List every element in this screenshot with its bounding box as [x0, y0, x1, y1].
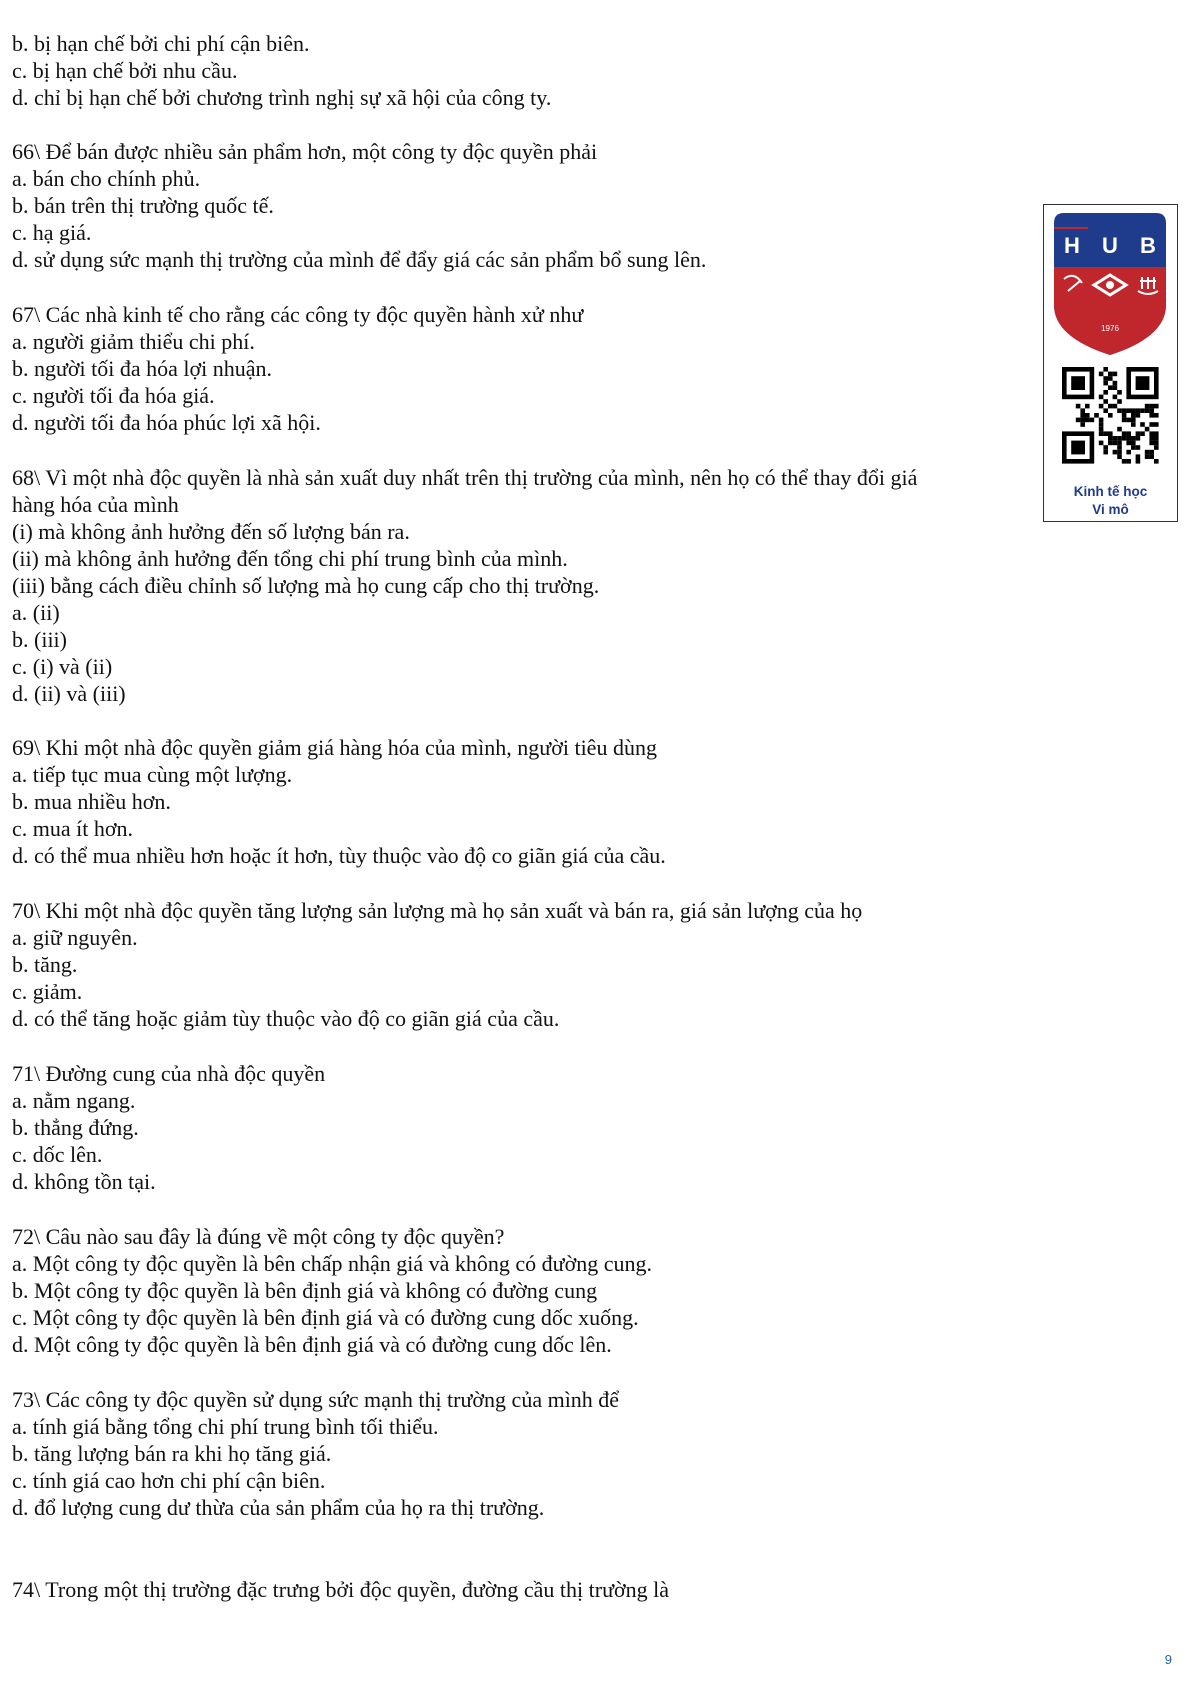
answer-option: c. (i) và (ii): [12, 654, 113, 679]
question-stem: 67\ Các nhà kinh tế cho rằng các công ty độc quyền hành xử như: [12, 302, 584, 327]
answer-option: (i) mà không ảnh hưởng đến số lượng bán ra.: [12, 519, 410, 544]
answer-option: d. (ii) và (iii): [12, 681, 126, 706]
question-stem: 72\ Câu nào sau đây là đúng về một công ty độc quyền?: [12, 1224, 505, 1249]
answer-option: c. người tối đa hóa giá.: [12, 383, 215, 408]
answer-option: (iii) bằng cách điều chỉnh số lượng mà họ cung cấp cho thị trường.: [12, 573, 600, 598]
logo-letter-h: H: [1064, 233, 1080, 258]
answer-option: (ii) mà không ảnh hưởng đến tổng chi phí trung bình của mình.: [12, 546, 568, 571]
logo-year: 1976: [1101, 324, 1119, 333]
answer-option: c. giảm.: [12, 979, 83, 1004]
answer-option: a. giữ nguyên.: [12, 925, 138, 950]
question-stem: 68\ Vì một nhà độc quyền là nhà sản xuất duy nhất trên thị trường của mình, nên họ có thể thay đổi giá: [12, 465, 918, 490]
logo-letter-u: U: [1102, 233, 1118, 258]
answer-option: d. Một công ty độc quyền là bên định giá và có đường cung dốc lên.: [12, 1332, 612, 1357]
question-stem: 66\ Để bán được nhiều sản phẩm hơn, một công ty độc quyền phải: [12, 139, 598, 164]
answer-option: a. (ii): [12, 600, 60, 625]
answer-option: b. tăng.: [12, 952, 78, 977]
question-stem: 74\ Trong một thị trường đặc trưng bởi độc quyền, đường cầu thị trường là: [12, 1577, 670, 1602]
answer-option: b. tăng lượng bán ra khi họ tăng giá.: [12, 1441, 332, 1466]
question-stem: 71\ Đường cung của nhà độc quyền: [12, 1061, 326, 1086]
answer-option: a. Một công ty độc quyền là bên chấp nhận giá và không có đường cung.: [12, 1251, 653, 1276]
answer-option: d. người tối đa hóa phúc lợi xã hội.: [12, 410, 321, 435]
answer-option: d. đổ lượng cung dư thừa của sản phẩm của họ ra thị trường.: [12, 1495, 545, 1520]
badge-caption-line2: Vi mô: [1092, 502, 1129, 517]
question-stem: 73\ Các công ty độc quyền sử dụng sức mạnh thị trường của mình để: [12, 1387, 620, 1412]
answer-option: d. có thể mua nhiều hơn hoặc ít hơn, tùy thuộc vào độ co giãn giá của cầu.: [12, 843, 666, 868]
answer-option: c. hạ giá.: [12, 220, 92, 245]
answer-option: a. nằm ngang.: [12, 1088, 136, 1113]
hub-logo-and-qr: [1044, 205, 1176, 521]
answer-option: a. người giảm thiểu chi phí.: [12, 329, 255, 354]
answer-option: d. có thể tăng hoặc giảm tùy thuộc vào độ co giãn giá của cầu.: [12, 1006, 560, 1031]
answer-option: hàng hóa của mình: [12, 492, 179, 517]
question-stem: 70\ Khi một nhà độc quyền tăng lượng sản lượng mà họ sản xuất và bán ra, giá sản lượng của họ: [12, 898, 863, 923]
answer-option: b. Một công ty độc quyền là bên định giá và không có đường cung: [12, 1278, 598, 1303]
answer-option: a. bán cho chính phủ.: [12, 166, 201, 191]
answer-option: b. bán trên thị trường quốc tế.: [12, 193, 274, 218]
answer-option: b. mua nhiều hơn.: [12, 789, 171, 814]
page-number: 9: [1164, 1652, 1172, 1667]
answer-option: a. tiếp tục mua cùng một lượng.: [12, 762, 293, 787]
answer-option: b. người tối đa hóa lợi nhuận.: [12, 356, 273, 381]
answer-option: c. bị hạn chế bởi nhu cầu.: [12, 58, 238, 83]
answer-option: c. Một công ty độc quyền là bên định giá và có đường cung dốc xuống.: [12, 1305, 639, 1330]
question-stem: 69\ Khi một nhà độc quyền giảm giá hàng hóa của mình, người tiêu dùng: [12, 735, 657, 760]
course-badge: [1043, 204, 1178, 522]
logo-letter-b: B: [1140, 233, 1156, 258]
badge-caption-line1: Kinh tế học: [1073, 484, 1148, 499]
answer-option: d. sử dụng sức mạnh thị trường của mình để đẩy giá các sản phẩm bổ sung lên.: [12, 247, 707, 272]
answer-option: d. không tồn tại.: [12, 1169, 156, 1194]
answer-option: c. dốc lên.: [12, 1142, 103, 1167]
answer-option: b. bị hạn chế bởi chi phí cận biên.: [12, 31, 310, 56]
answer-option: a. tính giá bằng tổng chi phí trung bình tối thiểu.: [12, 1414, 439, 1439]
answer-option: b. (iii): [12, 627, 67, 652]
answer-option: b. thẳng đứng.: [12, 1115, 139, 1140]
answer-option: c. tính giá cao hơn chi phí cận biên.: [12, 1468, 326, 1493]
answer-option: c. mua ít hơn.: [12, 816, 133, 841]
answer-option: d. chỉ bị hạn chế bởi chương trình nghị sự xã hội của công ty.: [12, 85, 552, 110]
qr-code-icon: [1062, 367, 1159, 464]
